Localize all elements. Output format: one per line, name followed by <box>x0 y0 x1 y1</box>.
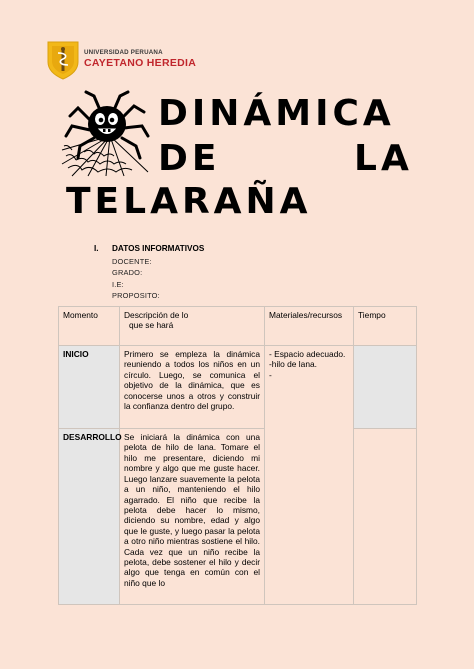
title-line-2-right: LA <box>354 138 413 179</box>
row-momento: INICIO <box>59 346 120 429</box>
university-logo <box>46 40 206 80</box>
header-tiempo: Tiempo <box>354 307 417 346</box>
title-line-1: DINÁMICA <box>158 93 395 134</box>
title-line-2-left: DE <box>158 138 221 179</box>
row-momento: DESARROLLO <box>59 429 120 605</box>
material-item: -hilo de lana. <box>269 359 317 370</box>
material-item: - <box>269 369 272 380</box>
row-tiempo <box>354 429 417 605</box>
section-number: I. <box>94 244 99 253</box>
section-heading: DATOS INFORMATIVOS <box>112 244 205 253</box>
header-materiales: Materiales/recursos <box>265 307 354 346</box>
university-shield-icon <box>46 40 80 80</box>
spider-web-icon <box>58 86 154 178</box>
header-momento: Momento <box>59 307 120 346</box>
header-descripcion-line-2: que se hará <box>129 320 174 331</box>
table-row-inicio <box>59 346 417 429</box>
field-proposito: PROPOSITO: <box>112 291 160 300</box>
logo-line-1: UNIVERSIDAD PERUANA <box>84 49 163 56</box>
header-descripcion <box>120 307 265 346</box>
field-docente: DOCENTE: <box>112 257 152 266</box>
row-materiales <box>265 346 354 605</box>
field-ie: I.E: <box>112 280 124 289</box>
field-grado: GRADO: <box>112 268 143 277</box>
table-header-row <box>59 307 417 346</box>
table-row-desarrollo <box>59 429 417 605</box>
row-descripcion: Primero se empleza la dinámica reuniendo a todos los niños en un círculo. Luego, se comunica el objetivo de la dinámica, que es conocerse unos a otros y construir la confianza dentro del grupo. <box>120 346 265 429</box>
material-item: - Espacio adecuado. <box>269 349 346 359</box>
header-descripcion-line-1: Descripción de lo <box>124 310 189 320</box>
title-line-3: TELARAÑA <box>66 181 312 222</box>
logo-line-2: CAYETANO HEREDIA <box>84 57 197 69</box>
dynamics-table <box>58 306 417 605</box>
row-descripcion: Se iniciará la dinámica con una pelota de hilo de lana. Tomare el hilo me presentare, diciendo mi nombre y algo que me guste hacer. Luego lanzare suavemente la pelota a un niño, manteniendo el hilo agarrado. El niño que recibe la pelota debe hacer lo mismo, diciendo su nombre, edad y algo que le guste, y luego pasar la pelota a otro niño mientras sostiene el hilo. Cada vez que un niño recibe la pelota, debe sostener el hilo y decir algo que tenga en común con el niño que lo <box>120 429 265 605</box>
row-tiempo <box>354 346 417 429</box>
